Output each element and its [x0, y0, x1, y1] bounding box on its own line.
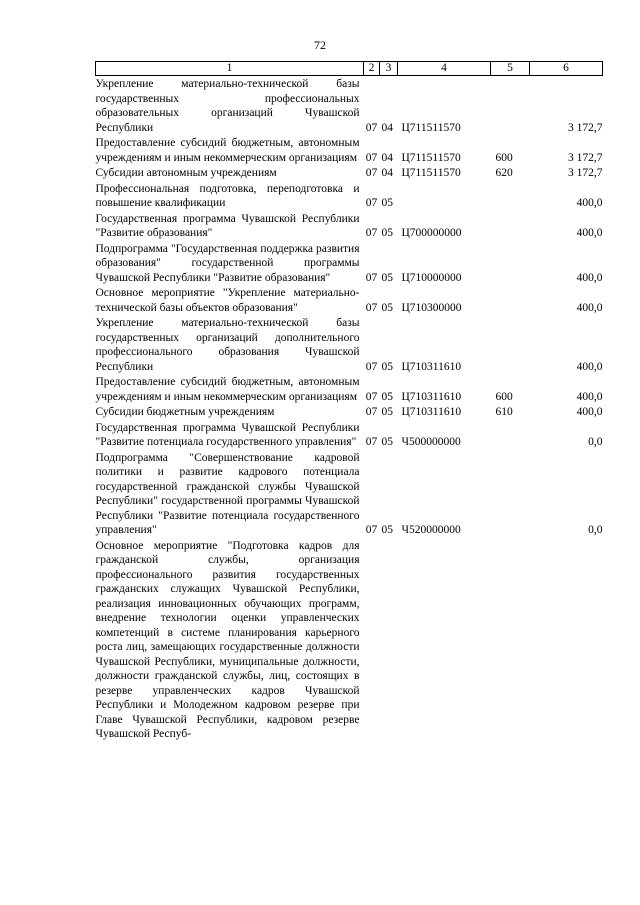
expense-type-code: 620 [495, 167, 513, 179]
target-article-code: Ц710000000 [401, 271, 462, 284]
section-code: 07 [365, 301, 378, 314]
section-code: 07 [365, 524, 378, 536]
subsection-code: 05 [381, 524, 393, 536]
target-article-code: Ч500000000 [401, 436, 461, 448]
budget-table [95, 61, 603, 742]
budget-item-name: Укрепление материально-технической базы государственных профессиональных образовательных организаций Чувашской Республики [95, 78, 360, 134]
budget-item-name: Основное мероприятие "Укрепление материально-технической базы объектов образования" [95, 287, 360, 314]
amount [530, 538, 603, 742]
section-code: 07 [365, 390, 378, 403]
target-article-code: Ц711511570 [401, 151, 461, 164]
amount: 400,0 [576, 301, 603, 314]
expense-type-code [491, 315, 530, 374]
header-row [96, 62, 603, 76]
table-row [96, 135, 603, 165]
budget-item-name: Государственная программа Чувашской Республики "Развитие образования" [95, 212, 360, 239]
expense-type-code: 610 [495, 406, 513, 418]
table-row [96, 181, 603, 211]
subsection-code: 05 [381, 301, 393, 314]
table-row [96, 165, 603, 181]
expense-type-code [491, 285, 530, 315]
table-row [96, 285, 603, 315]
header-cell-3: 3 [380, 62, 398, 76]
section-code: 07 [365, 436, 378, 448]
subsection-code [380, 538, 398, 742]
header-cell-6: 6 [530, 62, 603, 76]
amount: 3 172,7 [568, 121, 603, 134]
table-row [96, 211, 603, 241]
target-article-code [398, 181, 491, 211]
section-code: 07 [365, 406, 378, 418]
budget-item-name: Профессиональная подготовка, переподготовка и повышение квалификации [95, 182, 360, 209]
header-cell-5: 5 [491, 62, 530, 76]
expense-type-code: 600 [495, 390, 513, 403]
table-row [96, 76, 603, 136]
section-code: 07 [365, 167, 378, 179]
amount: 400,0 [576, 390, 603, 403]
budget-item-name: Субсидии автономным учреждениям [95, 167, 277, 179]
amount: 3 172,7 [568, 167, 603, 179]
subsection-code: 05 [381, 360, 393, 373]
expense-type-code [491, 450, 530, 538]
header-cell-4: 4 [398, 62, 491, 76]
budget-item-name: Предоставление субсидий бюджетным, автономным учреждениям и иным некоммерческим организациям [95, 137, 360, 164]
budget-item-name: Подпрограмма "Совершенствование кадровой политики и развитие кадрового потенциала государственной гражданской службы Чувашской Республики" государственной программы Чувашской Республики "Развитие потенциала государственного управления" [95, 451, 360, 536]
budget-item-name: Государственная программа Чувашской Республики "Развитие потенциала государственного управления" [95, 421, 360, 448]
subsection-code: 05 [381, 227, 393, 239]
table-row [96, 538, 603, 742]
header-cell-1: 1 [96, 62, 364, 76]
budget-item-name: Укрепление материально-технической базы государственных организаций дополнительного профессионального образования Чувашской Республики [95, 317, 360, 373]
section-code: 07 [365, 197, 378, 209]
amount: 400,0 [576, 197, 603, 209]
expense-type-code [491, 211, 530, 241]
amount: 3 172,7 [568, 151, 603, 164]
amount: 400,0 [576, 406, 603, 418]
expense-type-code [491, 538, 530, 742]
subsection-code: 04 [381, 121, 393, 134]
amount: 0,0 [588, 436, 603, 448]
table-row [96, 404, 603, 420]
target-article-code: Ц710311610 [401, 406, 462, 418]
target-article-code: Ч520000000 [401, 524, 461, 536]
header-cell-2: 2 [364, 62, 380, 76]
table-row [96, 315, 603, 374]
budget-item-name: Субсидии бюджетным учреждениям [95, 406, 275, 418]
table-row [96, 420, 603, 450]
section-code: 07 [365, 360, 378, 373]
target-article-code: Ц711511570 [401, 121, 461, 134]
table-row [96, 374, 603, 404]
table-row [96, 450, 603, 538]
section-code [364, 538, 380, 742]
amount: 400,0 [576, 227, 603, 239]
target-article-code: Ц711511570 [401, 167, 461, 179]
subsection-code: 05 [381, 271, 393, 284]
subsection-code: 05 [381, 197, 393, 209]
section-code: 07 [365, 227, 378, 239]
table-row [96, 241, 603, 286]
target-article-code: Ц710311610 [401, 390, 462, 403]
subsection-code: 05 [381, 390, 393, 403]
budget-item-name: Предоставление субсидий бюджетным, автономным учреждениям и иным некоммерческим организациям [95, 376, 360, 403]
amount: 400,0 [576, 360, 603, 373]
target-article-code: Ц710311610 [401, 360, 462, 373]
expense-type-code: 600 [495, 151, 513, 164]
target-article-code [398, 538, 491, 742]
amount: 400,0 [576, 271, 603, 284]
budget-item-name: Подпрограмма "Государственная поддержка развития образования" государственной программы Чувашской Республики "Развитие образования" [95, 242, 360, 284]
target-article-code: Ц700000000 [401, 227, 462, 239]
expense-type-code [491, 420, 530, 450]
target-article-code: Ц710300000 [401, 301, 462, 314]
subsection-code: 05 [381, 406, 393, 418]
subsection-code: 05 [381, 436, 393, 448]
section-code: 07 [365, 121, 378, 134]
budget-item-name: Основное мероприятие "Подготовка кадров для гражданской службы, организация профессионального развития государственных гражданских служащих Чувашской Республики, реализация инновационных обучающих программ, внедрение технологии оценки управленческих компетенций в системе планирования карьерного роста лиц, замещающих государственные должности Чувашской Республики, муниципальные должности, должности гражданской службы, лиц, состоящих в резерве управленческих кадров Чувашской Республики и Молодежном кадровом резерве при Главе Чувашской Республики, кадровом резерве Чувашской Респуб- [95, 539, 360, 740]
subsection-code: 04 [381, 151, 393, 164]
expense-type-code [491, 181, 530, 211]
page-number: 72 [314, 38, 326, 52]
expense-type-code [491, 76, 530, 136]
section-code: 07 [365, 271, 378, 284]
amount: 0,0 [588, 524, 603, 536]
expense-type-code [491, 241, 530, 286]
subsection-code: 04 [381, 167, 393, 179]
section-code: 07 [365, 151, 378, 164]
